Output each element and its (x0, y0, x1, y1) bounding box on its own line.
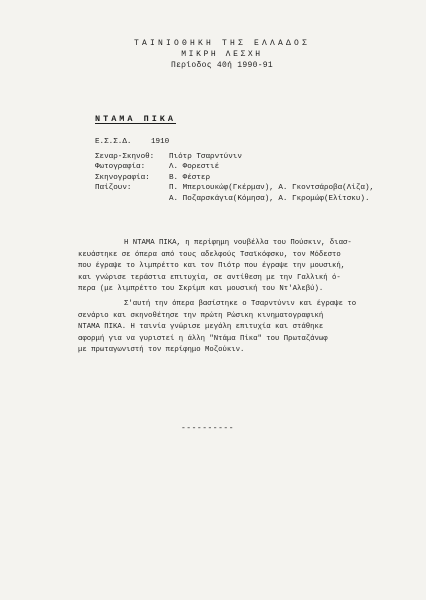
credit-label: Σεναρ-Σκηνοθ: (95, 152, 155, 161)
season-period: Περίοδος 40ή 1990-91 (170, 61, 273, 70)
credit-value: Β. Φέστερ (169, 173, 211, 182)
film-title: ΝΤΑΜΑ ΠΙΚΑ (95, 114, 177, 124)
credit-label: Φωτογραφία: (95, 163, 146, 171)
text-line: Σ'αυτή την όπερα βασίστηκε ο Τσαρντύνιν και έγραψε το (124, 299, 357, 308)
text-line: Η ΝΤΑΜΑ ΠΙΚΑ, η περίφημη νουβέλλα του Πούσκιν, διασ- (124, 239, 352, 247)
text-line: κευάστηκε σε όπερα από τους αδελφούς Τσαϊκόφσκυ, τον Μόδεστο (78, 250, 341, 259)
credit-value: Λ. Φορεστιέ (169, 163, 220, 171)
film-credits (95, 137, 374, 204)
text-line: περα (με λιμπρέττο του Σκρίμπ και μουσική του Ντ'Αλεβύ). (78, 285, 324, 294)
credit-value: Α. Ποζαρσκάγια(Κόμησα), Α. Γκρομώφ(Ελίτσκυ). (169, 194, 370, 203)
film-year: 1910 (151, 138, 170, 146)
text-line: που έγραψε το λιμπρέττο και τον Πιότρ που έγραψε την μουσική, (78, 262, 346, 271)
country-year-row (95, 137, 374, 148)
text-line: ΝΤΑΜΑ ΠΙΚΑ. Η ταινία γνώρισε μεγάλη επιτυχία και στάθηκε (78, 323, 324, 332)
club-name: ΜΙΚΡΗ ΛΕΣΧΗ (181, 50, 263, 59)
organization-name: ΤΑΙΝΙΟΘΗΚΗ ΤΗΣ ΕΛΛΑΔΟΣ (133, 39, 311, 48)
closing-separator: ---------- (181, 424, 235, 433)
credit-label: Σκηνογραφία: (95, 173, 150, 182)
credit-row (95, 173, 374, 184)
text-line: και γνώρισε τεράστια επιτυχία, σε αντίθεση με την Γαλλική ό- (78, 273, 341, 282)
credit-value: Πιότρ Τσαρντύνιν (169, 152, 242, 161)
description-text (78, 238, 400, 357)
text-line: αφορμή για να γυριστεί η άλλη "Ντάμα Πίκα" του Πρωταζάνωφ (78, 334, 328, 343)
paragraph-1 (78, 238, 400, 296)
credit-row (95, 152, 374, 163)
credit-row (95, 162, 374, 173)
text-line: σενάριο και σκηνοθέτησε την πρώτη Ρώσικη κινηματογραφική (78, 311, 324, 320)
credit-row (95, 183, 374, 194)
credit-label (95, 194, 169, 205)
document-header (0, 38, 426, 71)
credit-row-continued (95, 194, 374, 205)
text-line: με πρωταγωνιστή τον περίφημο Μοζούκιν. (78, 346, 245, 355)
country-label: Ε.Σ.Σ.Δ. (95, 138, 132, 146)
credit-value: Π. Μπεριουκώφ(Γκέρμαν), Α. Γκοντσάροβα(Λίζα), (169, 184, 375, 192)
credit-label: Παίζουν: (95, 184, 132, 192)
paragraph-2 (78, 299, 400, 357)
